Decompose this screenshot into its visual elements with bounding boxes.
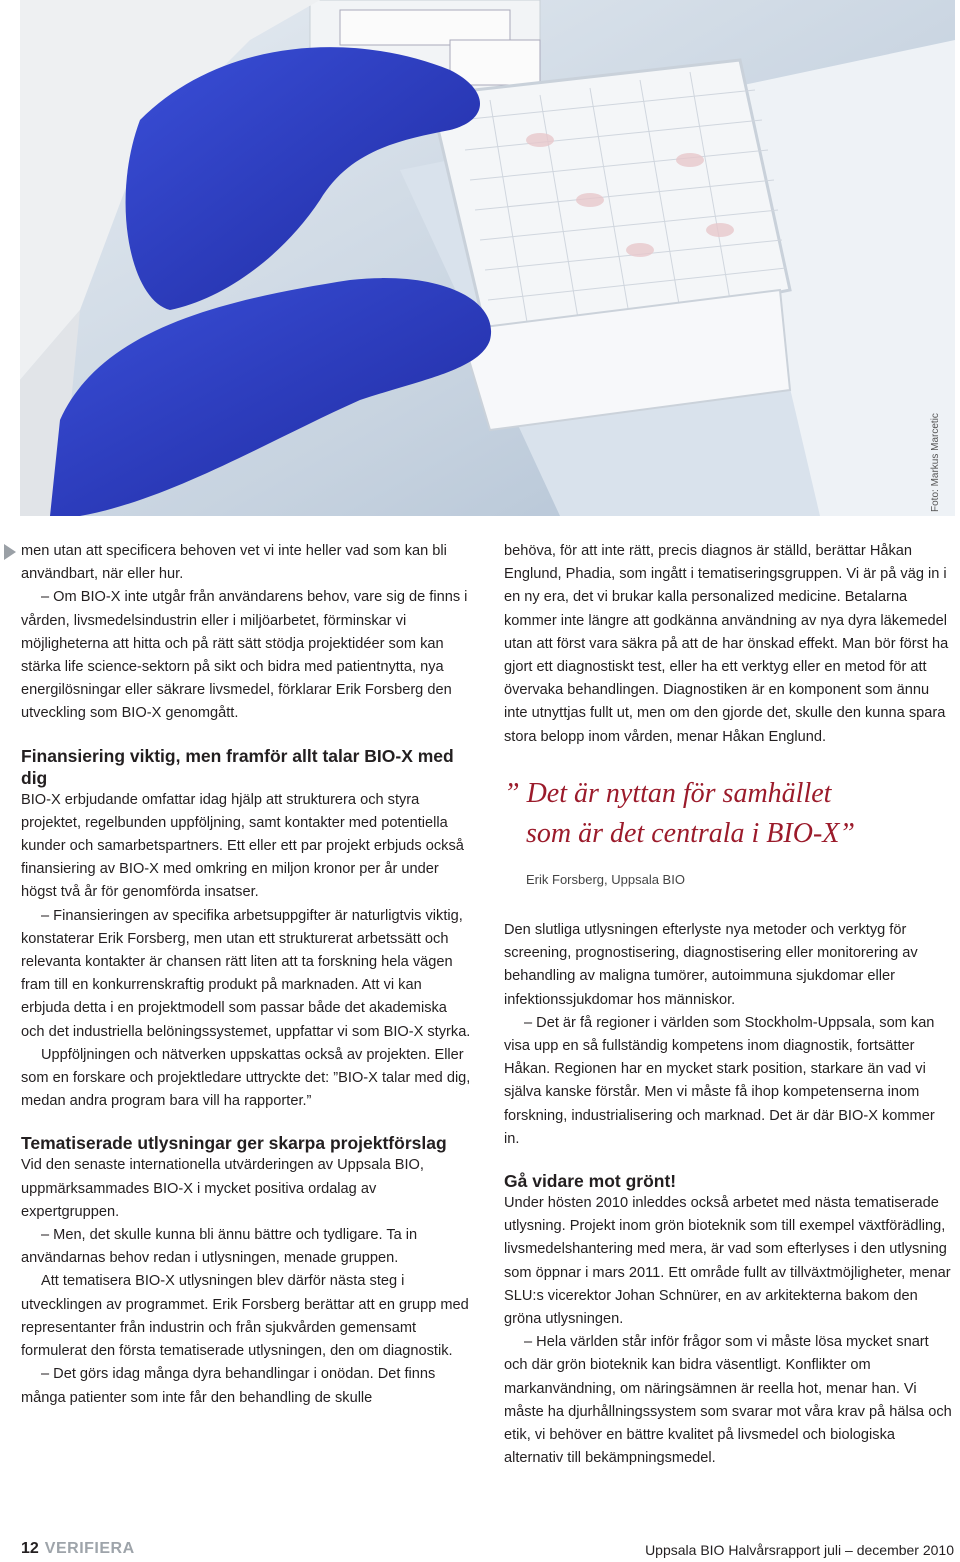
paragraph: – Det är få regioner i världen som Stockholm-Uppsala, som kan visa upp en så fullständig kompetens inom diagnostik, fortsätter Håkan. Regionen har en mycket stark position, starkare än vad vi själva kanske förstår. Men vi måste få ihop kompetenserna inom forskning, industrialisering och marknad. Det är där BIO-X kommer in. — [504, 1014, 935, 1147]
paragraph: – Men, det skulle kunna bli ännu bättre och tydligare. Ta in användarnas behov redan i utlysningen, menade gruppen. — [21, 1227, 418, 1267]
section-heading: Finansiering viktig, men framför allt talar BIO-X med dig — [21, 745, 454, 788]
paragraph: – Om BIO-X inte utgår från användarens behov, vare sig de finns i vården, livsmedelsindustrin eller i miljöarbetet, förminskar vi möjligheterna att hitta och på rätt sätt stödja projektidéer som kan stärka life science-sektorn på sikt och bidra med patientnytta, nya energilösningar eller säkrare livsmedel, förklarar Erik Forsberg den utveckling som BIO-X genomgått. — [21, 589, 468, 722]
continuation-arrow-icon — [4, 544, 16, 560]
lab-photo — [20, 0, 955, 516]
paragraph: Vid den senaste internationella utvärderingen av Uppsala BIO, uppmärksammades BIO-X i mycket positiva ordalag av expertgruppen. — [21, 1157, 424, 1220]
paragraph: Under hösten 2010 inleddes också arbetet med nästa tematiserade utlysning. Projekt inom grön bioteknik som till exempel växtförädling, livsmedelshantering med mera, är vad som efterlyses i den utlysning som öppnar i mars 2011. Ett område fullt av tillväxtmöjligheter, menar SLU:s vicerektor Johan Schnürer, en av arkitekterna bakom den gröna utlysningen. — [504, 1195, 951, 1328]
pull-quote-line: som är det centrala i BIO-X” — [526, 817, 855, 849]
paragraph: Uppföljningen och nätverken uppskattas också av projekten. Eller som en forskare och projektledare uttryckte det: ”BIO-X talar med dig, medan andra program bara vill ha rapporter.” — [21, 1046, 471, 1110]
page-number: 12 — [21, 1540, 39, 1557]
pull-quote — [504, 774, 954, 854]
page-footer-left — [21, 1540, 135, 1558]
paragraph: Den slutliga utlysningen efterlyste nya metoder och verktyg för screening, prognostisering, diagnostisering eller monitorering av behandling av maligna tumörer, autoimmuna sjukdomar eller infektionssjukdomar hos människor. — [504, 922, 918, 1008]
paragraph: – Det görs idag många dyra behandlingar i onödan. Det finns många patienter som inte får den behandling de skulle — [21, 1366, 436, 1406]
paragraph: behöva, för att inte rätt, precis diagnos är ställd, berättar Håkan Englund, Phadia, som ingått i tematiseringsgruppen. Vi är på väg in i en ny era, det vi brukar kalla personalized medicine. Betalarna kommer inte längre att godkänna användning av nya dyra läkemedel utan att först vara säkra på att de har önskad effekt. Man bör först ha gjort ett diagnostiskt test, eller ha ett verktyg eller en metod för att övervaka behandlingen. Diagnostiken är en komponent som ännu inte utnyttjas fullt ut, men om den gjorde det, skulle den kunna spara stora belopp inom vården, menar Håkan Englund. — [504, 543, 949, 745]
left-column — [21, 540, 471, 1410]
magazine-section: VERIFIERA — [44, 1540, 135, 1557]
paragraph: Att tematisera BIO-X utlysningen blev därför nästa steg i utvecklingen av programmet. Erik Forsberg berättar att en grupp med representanter från industrin och från sjukvården gemensamt formulerat den första tematiserade utlysningen, den om diagnostik. — [21, 1273, 469, 1360]
photo-credit: Foto: Markus Marcetic — [930, 413, 941, 512]
right-column — [504, 540, 954, 1471]
report-title: Uppsala BIO Halvårsrapport juli – december 2010 — [645, 1542, 954, 1558]
paragraph: – Finansieringen av specifika arbetsuppgifter är naturligtvis viktig, konstaterar Erik Forsberg, men utan ett strukturerat arbetssätt och relevanta kontakter är chansen rätt liten att ta forskning hela vägen fram till en konkurrenskraftig produkt på marknaden. Att vi kan erbjuda detta i en projektmodell som passar både det akademiska och det industriella belöningssystemet, uppfattar vi som BIO-X styrka. — [21, 907, 471, 1040]
paragraph: – Hela världen står inför frågor som vi måste lösa mycket snart och där grön bioteknik kan bidra väsentligt. Konflikter om markanvändning, om näringsämnen är reella hot, menar han. Vi måste ha djurhållningssystem som svarar mot våra krav på hälsa och etik, vi behöver en bättre kvalitet på livsmedel och biologiska alternativ till bekämpningsmedel. — [504, 1334, 952, 1467]
paragraph: BIO-X erbjudande omfattar idag hjälp att strukturera och styra projektet, regelbunden uppföljning, samt kontakter med potentiella kunder och samarbetspartners. Ett eller ett par projekt erbjuds också finansiering av BIO-X med omkring en miljon kronor per år under högst två år för genomförda insatser. — [21, 791, 464, 901]
biobank-photo-illustration — [20, 0, 955, 516]
pull-quote-line: ” Det är nyttan för samhället — [504, 777, 832, 809]
quote-attribution: Erik Forsberg, Uppsala BIO — [526, 871, 685, 887]
section-heading: Tematiserade utlysningar ger skarpa projektförslag — [21, 1133, 447, 1154]
paragraph: men utan att specificera behoven vet vi inte heller vad som kan bli användbart, när eller hur. — [21, 543, 447, 583]
section-heading: Gå vidare mot grönt! — [504, 1171, 677, 1192]
